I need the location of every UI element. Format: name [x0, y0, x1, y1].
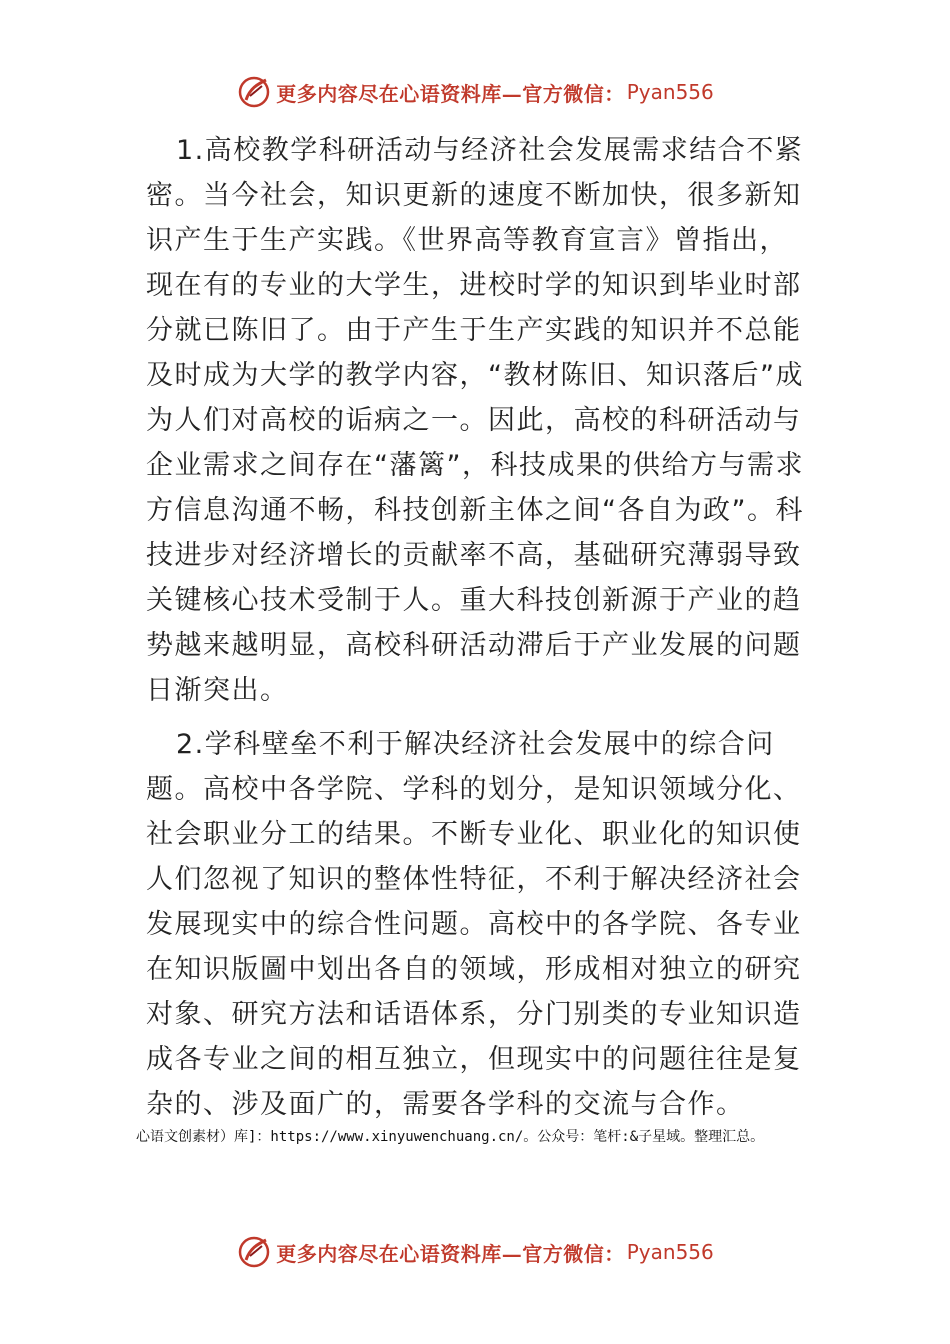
footnote: 心语文创素材）库]：https://www.xinyuwenchuang.cn/。公众号：笔杆:&子星域。整理汇总。 [136, 1129, 765, 1145]
banner-wechat-id: Pyan556 [626, 80, 714, 104]
banner-text: 更多内容尽在心语资料库—官方微信： [276, 1241, 625, 1266]
logo-icon [236, 1234, 272, 1270]
header-banner [0, 70, 950, 114]
paragraph-1: 1.高校教学科研活动与经济社会发展需求结合不紧密。当今社会，知识更新的速度不断加快，很多新知识产生于生产实践。《世界高等教育宣言》曾指出，现在有的专业的大学生，进校时学的知识到毕业时部分就已陈旧了。由于产生于生产实践的知识并不总能及时成为大学的教学内容，“教材陈旧、知识落后”成为人们对高校的诟病之一。因此，高校的科研活动与企业需求之间存在“藩篱”，科技成果的供给方与需求方信息沟通不畅，科技创新主体之间“各自为政”。科技进步对经济增长的贡献率不高，基础研究薄弱导致关键核心技术受制于人。重大科技创新源于产业的趋势越来越明显，高校科研活动滞后于产业发展的问题日渐突出。 [146, 135, 804, 706]
banner-wechat-id: Pyan556 [626, 1240, 714, 1264]
paragraph-2: 2.学科壁垒不利于解决经济社会发展中的综合问题。高校中各学院、学科的划分，是知识领域分化、社会职业分工的结果。不断专业化、职业化的知识使人们忽视了知识的整体性特征，不利于解决经济社会发展现实中的综合性问题。高校中的各学院、各专业在知识版圖中划出各自的领域，形成相对独立的研究对象、研究方法和话语体系，分门别类的专业知识造成各专业之间的相互独立，但现实中的问题往往是复杂的、涉及面广的，需要各学科的交流与合作。 [146, 729, 802, 1120]
footer-banner [0, 1230, 950, 1274]
banner-text: 更多内容尽在心语资料库—官方微信： [276, 81, 625, 106]
logo-icon [236, 74, 272, 110]
